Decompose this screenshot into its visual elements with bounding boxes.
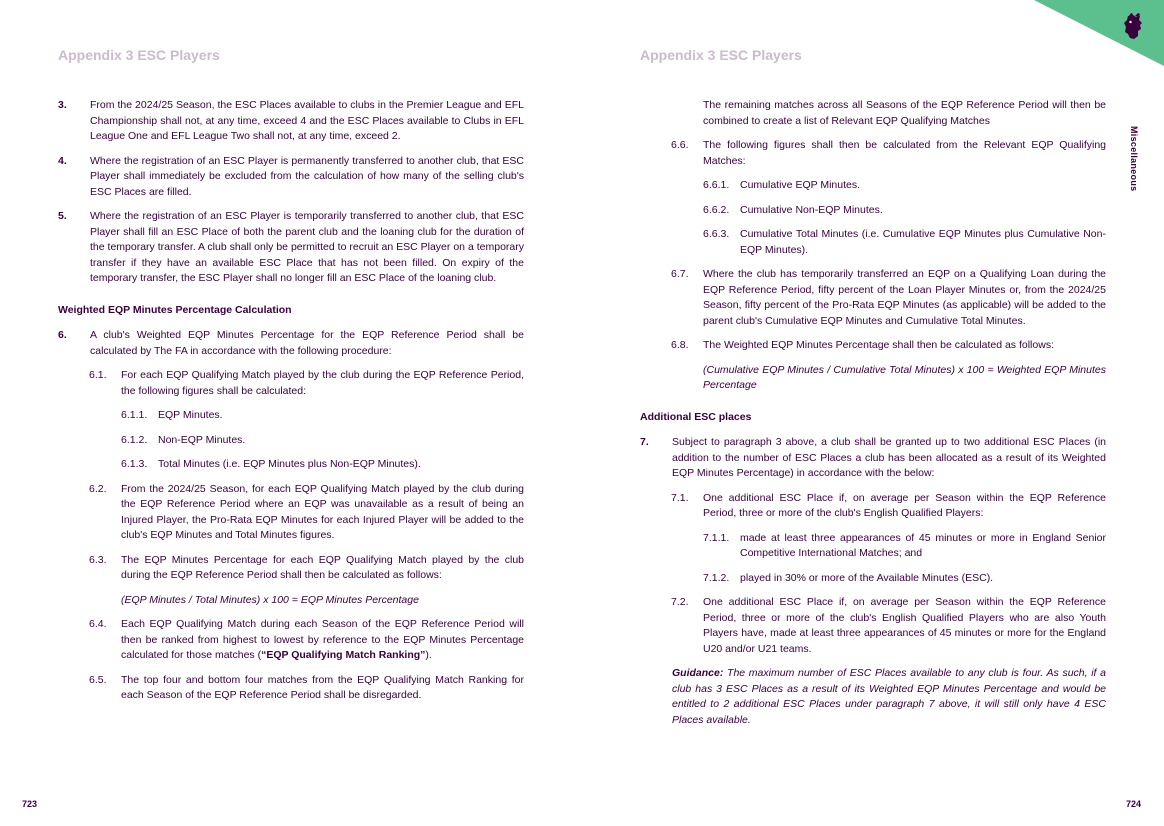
- clause-number: 7.1.2.: [703, 571, 730, 584]
- clause-number: 6.4.: [89, 618, 107, 630]
- clause-text: Cumulative Non-EQP Minutes.: [740, 203, 883, 216]
- formula-eqp-minutes-percentage: (EQP Minutes / Total Minutes) x 100 = EQP Minutes Percentage: [121, 593, 419, 606]
- clause-text: Where the registration of an ESC Player is temporarily transferred to another club, that ESC Player shall fill an ESC Place of both the parent club and the loaning club for the duration of the temporary transfer. A club shall only be permitted to recruit an ESC Player on a temporary transfer if they have an available ESC Place that has not been filled. On expiry of the temporary transfer, the ESC Player shall no longer fill an ESC Place of the loaning club.: [90, 210, 524, 284]
- clause-6-5-continuation: The remaining matches across all Seasons of the EQP Reference Period will then be combined to create a list of Relevant EQP Qualifying Matches: [703, 99, 1106, 127]
- clause-text: played in 30% or more of the Available Minutes (ESC).: [740, 571, 994, 584]
- clause-text: Where the registration of an ESC Player is permanently transferred to another club, that ESC Player shall immediately be excluded from the calculation of how many of the selling club's ESC Places are filled.: [90, 154, 524, 198]
- clause-number: 6.5.: [89, 673, 107, 686]
- clause-6-3: [58, 553, 524, 584]
- left-column: [58, 98, 524, 713]
- clause-6-1-1: [58, 408, 524, 424]
- section-heading-weighted-eqp: Weighted EQP Minutes Percentage Calculation: [58, 303, 292, 316]
- clause-number: 6.3.: [89, 553, 107, 566]
- clause-6-1-3: [58, 457, 524, 473]
- clause-number: 6.6.2.: [703, 203, 730, 216]
- guidance-label: Guidance:: [672, 667, 724, 679]
- clause-text: Total Minutes (i.e. EQP Minutes plus Non-EQP Minutes).: [158, 458, 421, 470]
- right-column: [640, 98, 1106, 728]
- clause-number: 5.: [58, 210, 67, 222]
- formula-weighted-eqp: (Cumulative EQP Minutes / Cumulative Total Minutes) x 100 = Weighted EQP Minutes Percentage: [703, 363, 1106, 391]
- clause-text: One additional ESC Place if, on average per Season within the EQP Reference Period, three or more of the club's English Qualified Players who are also Youth Players have, made at least three appearances of 45 minutes or more for the England U20 and/or U21 teams.: [703, 596, 1106, 655]
- guidance-text: The maximum number of ESC Places available to any club is four. As such, if a club has 3 ESC Places as a result of its Weighted EQP Minutes Percentage and would be entitled to 2 additional ESC Places under paragraph 7 above, it will still only have 4 ESC Places available.: [672, 667, 1106, 726]
- clause-7-2: [640, 595, 1106, 657]
- clause-text: Non-EQP Minutes.: [158, 433, 246, 446]
- clause-6-5: [58, 673, 524, 704]
- clause-7: [640, 435, 1106, 482]
- section-tab-miscellaneous: Miscellaneous: [1129, 126, 1139, 192]
- clause-text: From the 2024/25 Season, the ESC Places available to clubs in the Premier League and EFL Championship shall not, at any time, exceed 4 and the ESC Places available to Clubs in EFL League One and EFL League Two shall not, at any time, exceed 2.: [90, 99, 524, 142]
- clause-6-4: [58, 617, 524, 664]
- premier-league-lion-icon: [1120, 12, 1146, 42]
- clause-text: The top four and bottom four matches from the EQP Qualifying Match Ranking for each Season of the EQP Reference Period shall be disregarded.: [121, 673, 524, 701]
- clause-6-1: [58, 368, 524, 399]
- clause-number: 6.6.: [671, 139, 689, 151]
- clause-6-6: [640, 138, 1106, 169]
- clause-text-end: ).: [425, 649, 432, 661]
- clause-6-6-1: [640, 178, 1106, 194]
- page-number-left: 723: [22, 799, 38, 809]
- clause-6-1-2: [58, 433, 524, 449]
- clause-text: The EQP Minutes Percentage for each EQP Qualifying Match played by the club during the EQP Reference Period shall then be calculated as follows:: [121, 553, 524, 581]
- clause-3: [58, 98, 524, 145]
- clause-text: Cumulative Total Minutes (i.e. Cumulative EQP Minutes plus Cumulative Non-EQP Minutes).: [740, 228, 1106, 256]
- clause-text: Cumulative EQP Minutes.: [740, 179, 861, 191]
- clause-number: 4.: [58, 154, 67, 167]
- clause-6-2: [58, 482, 524, 544]
- clause-6: [58, 328, 524, 359]
- clause-number: 6.8.: [671, 339, 689, 351]
- clause-6-7: [640, 267, 1106, 329]
- right-page-title: Appendix 3 ESC Players: [640, 47, 802, 63]
- clause-number: 7.1.1.: [703, 531, 730, 544]
- guidance-note: [640, 666, 1106, 728]
- clause-number: 6.6.1.: [703, 179, 730, 191]
- clause-number: 7.2.: [671, 596, 689, 608]
- clause-4: [58, 154, 524, 201]
- clause-6-6-3: [640, 227, 1106, 258]
- page-number-right: 724: [1126, 799, 1142, 809]
- section-heading-additional-esc: Additional ESC places: [640, 410, 752, 423]
- clause-text: For each EQP Qualifying Match played by the club during the EQP Reference Period, the following figures shall be calculated:: [121, 369, 524, 397]
- clause-number: 6.7.: [671, 268, 689, 280]
- clause-number: 6.2.: [89, 482, 107, 495]
- clause-text: One additional ESC Place if, on average per Season within the EQP Reference Period, three or more of the club's English Qualified Players:: [703, 491, 1106, 519]
- clause-7-1-1: [640, 531, 1106, 562]
- clause-number: 6.1.3.: [121, 458, 148, 470]
- clause-number: 6.: [58, 329, 67, 341]
- clause-number: 6.1.: [89, 369, 107, 381]
- clause-text: The following figures shall then be calculated from the Relevant EQP Qualifying Matches:: [703, 139, 1106, 167]
- clause-6-8: [640, 338, 1106, 354]
- clause-text: EQP Minutes.: [158, 409, 223, 421]
- clause-text: Each EQP Qualifying Match during each Season of the EQP Reference Period will then be ranked from highest to lowest by reference to the EQP Minutes Percentage calculated for those matches (: [121, 618, 524, 661]
- clause-number: 6.1.1.: [121, 409, 148, 421]
- clause-text: Subject to paragraph 3 above, a club shall be granted up to two additional ESC Places (in addition to the number of ESC Places a club has been allocated as a result of its Weighted EQP Minutes Percentage) in accordance with the below:: [672, 436, 1106, 479]
- clause-text: Where the club has temporarily transferred an EQP on a Qualifying Loan during the EQP Reference Period, fifty percent of the Loan Player Minutes or, from the 2024/25 Season, fifty percent of the Pro-Rata EQP Minutes (as applicable) will be added to the parent club's Cumulative EQP Minutes and Cumulative Total Minutes.: [703, 268, 1106, 327]
- clause-number: 3.: [58, 99, 67, 111]
- clause-number: 7.: [640, 436, 649, 448]
- clause-text: From the 2024/25 Season, for each EQP Qualifying Match played by the club during the EQP Reference Period where an EQP was unavailable as a result of being an Injured Player, the Pro-Rata EQP Minutes for each Injured Player will be added to the club's EQP Minutes and Total Minutes figures.: [121, 482, 524, 541]
- clause-7-1: [640, 491, 1106, 522]
- clause-number: 6.1.2.: [121, 433, 148, 446]
- clause-6-6-2: [640, 203, 1106, 219]
- clause-5: [58, 209, 524, 287]
- clause-number: 6.6.3.: [703, 228, 730, 240]
- left-page-title: Appendix 3 ESC Players: [58, 47, 220, 63]
- clause-number: 7.1.: [671, 491, 689, 504]
- clause-text: made at least three appearances of 45 minutes or more in England Senior Competitive International Matches; and: [740, 531, 1106, 559]
- clause-text: The Weighted EQP Minutes Percentage shall then be calculated as follows:: [703, 339, 1054, 351]
- clause-text: A club's Weighted EQP Minutes Percentage for the EQP Reference Period shall be calculated by The FA in accordance with the following procedure:: [90, 329, 524, 357]
- clause-7-1-2: [640, 571, 1106, 587]
- defined-term: “EQP Qualifying Match Ranking”: [261, 649, 426, 661]
